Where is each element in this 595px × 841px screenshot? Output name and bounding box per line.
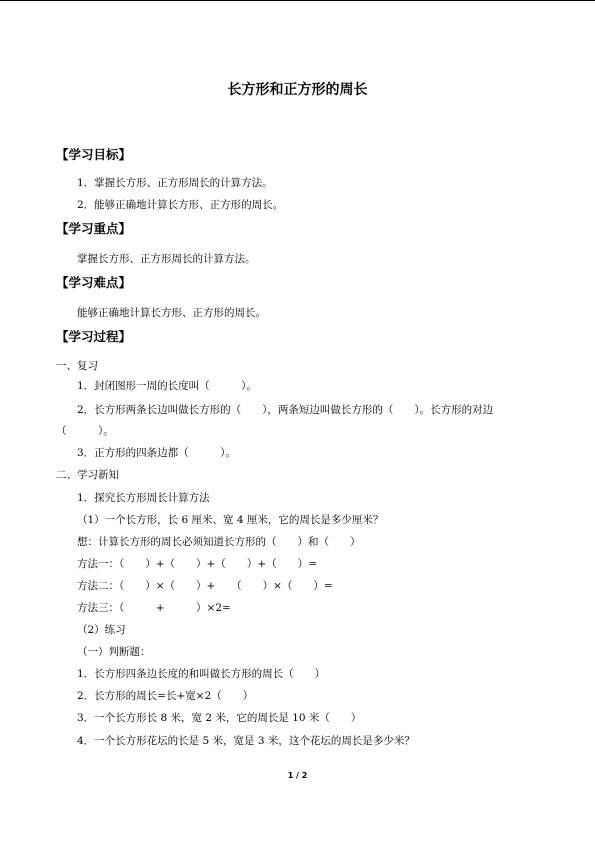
true-false-item-3: 3．一个长方形长 8 米，宽 2 米，它的周长是 10 米（ ）	[77, 712, 362, 724]
goal-item-1: 1．掌握长方形、正方形周长的计算方法。	[77, 177, 273, 189]
method-3: 方法三：（ + ）×2=	[77, 602, 231, 614]
example-problem: （1）一个长方形，长 6 厘米、宽 4 厘米，它的周长是多少厘米？	[77, 514, 384, 526]
heading-key-points: 【学习重点】	[56, 221, 132, 236]
method-1: 方法一：（ ）+（ ）+（ ）+（ ）=	[77, 558, 317, 570]
page-title: 长方形和正方形的周长	[227, 82, 368, 98]
heading-learning-process: 【学习过程】	[56, 329, 132, 344]
true-false-label: （一）判断题：	[77, 646, 151, 658]
new-knowledge-label: 二、学习新知	[56, 469, 119, 481]
word-problem-4: 4．一个长方形花坛的长是 5 米，宽是 3 米，这个花坛的周长是多少米？	[77, 735, 415, 747]
key-points-text: 掌握长方形、正方形周长的计算方法。	[77, 253, 256, 265]
method-2: 方法二：（ ）×（ ）+ （ ）×（ ）=	[77, 580, 333, 592]
review-question-2-continued: （ ）。	[56, 425, 114, 437]
review-question-1: 1．封闭图形一周的长度叫（ ）。	[77, 380, 257, 392]
review-label: 一、复习	[56, 360, 98, 372]
explore-rectangle-perimeter: 1．探究长方形周长计算方法	[77, 492, 210, 504]
true-false-item-1: 1．长方形四条边长度的和叫做长方形的周长（ ）	[77, 668, 326, 680]
heading-difficulties: 【学习难点】	[56, 275, 132, 290]
review-question-2: 2．长方形两条长边叫做长方形的（ ），两条短边叫做长方形的（ ）。长方形的对边	[77, 404, 494, 416]
true-false-item-2: 2．长方形的周长=长+宽×2（ ）	[77, 690, 254, 702]
practice-label: （2）练习	[77, 624, 126, 636]
page-number: 1 / 2	[287, 771, 308, 780]
review-question-3: 3．正方形的四条边都（ ）。	[77, 447, 236, 459]
top-border-line	[0, 0, 595, 1]
goal-item-2: 2．能够正确地计算长方形、正方形的周长。	[77, 199, 284, 211]
think-prompt: 想：计算长方形的周长必须知道长方形的（ ）和（ ）	[77, 536, 361, 548]
heading-learning-goals: 【学习目标】	[56, 147, 132, 162]
difficulties-text: 能够正确地计算长方形、正方形的周长。	[77, 307, 266, 319]
